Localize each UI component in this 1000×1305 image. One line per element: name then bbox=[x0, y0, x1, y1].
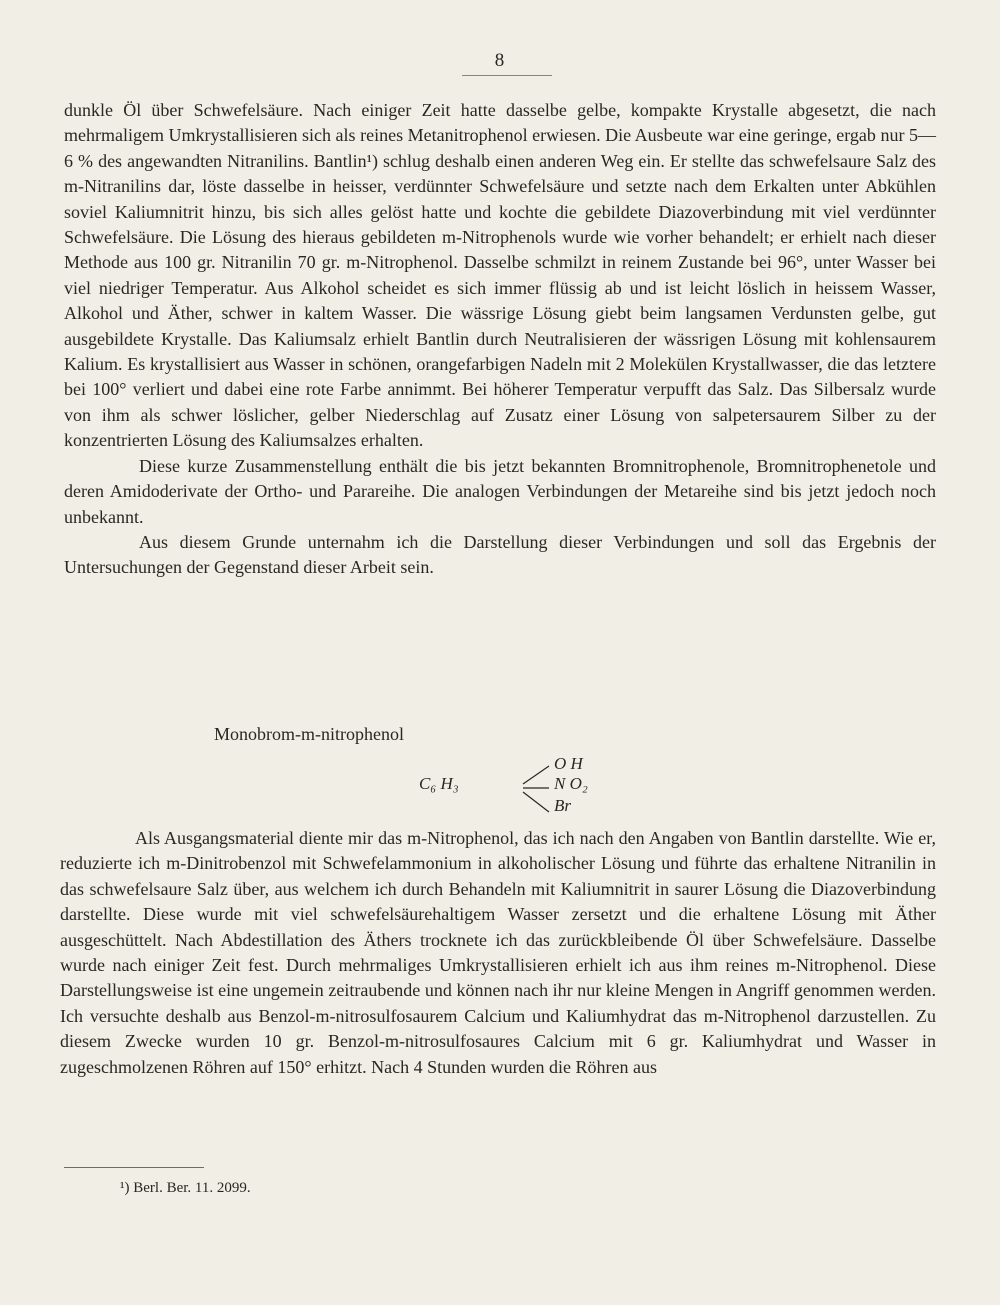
paragraph-2: Diese kurze Zusammenstellung enthält die bis jetzt bekannten Bromnitrophenole, Bromnitrophenetole und deren Amidoderivate der Ortho- und Parareihe. Die analogen Verbindungen der Metareihe sind bis jetzt jedoch noch unbekannt. bbox=[64, 455, 936, 527]
header-rule bbox=[462, 75, 552, 76]
formula-no2: N O₂ bbox=[554, 774, 588, 793]
paragraph-3: Aus diesem Grunde unternahm ich die Darstellung dieser Verbindungen und soll das Ergebnis der Untersuchungen der Gegenstand dieser Arbeit sein. bbox=[64, 531, 936, 578]
formula-title: Monobrom-m-nitrophenol bbox=[214, 724, 404, 744]
main-text bbox=[64, 98, 936, 581]
footnote-rule bbox=[64, 1167, 204, 1168]
formula-bonds bbox=[517, 758, 553, 818]
paragraph-4: Als Ausgangsmaterial diente mir das m-Nitrophenol, das ich nach den Angaben von Bantlin darstellte. Wie er, reduzierte ich m-Dinitrobenzol mit Schwefelammonium in alkoholischer Lösung und führte das erhaltene Nitranilin in das schwefelsaure Salz über, aus welchem ich durch Behandeln mit Kaliumnitrit in saurer Lösung die Diazoverbindung darstellte. Diese wurde mit viel schwefelsäurehaltigem Wasser zersetzt und die erhaltene Lösung mit Äther ausgeschüttelt. Nach Abdestillation des Äthers trocknete ich das zurückbleibende Öl über Schwefelsäure. Dasselbe wurde nach einiger Zeit fest. Durch mehrmaliges Umkrystallisieren erhielt ich aus ihm reines m-Nitrophenol. Diese Darstellungsweise ist eine ungemein zeitraubende und können nach ihr nur kleine Mengen in Angriff genommen werden. Ich versuchte deshalb aus Benzol-m-nitrosulfosaurem Calcium und Kaliumhydrat das m-Nitrophenol darzustellen. Zu diesem Zwecke wurden 10 gr. Benzol-m-nitrosulfosaures Calcium mit 6 gr. Kaliumhydrat und Wasser in zugeschmolzenen Röhren auf 150° erhitzt. Nach 4 Stunden wurden die Röhren aus bbox=[60, 828, 936, 1077]
page-number: 8 bbox=[494, 50, 506, 71]
paragraph-1: dunkle Öl über Schwefelsäure. Nach einiger Zeit hatte dasselbe gelbe, kompakte Krystalle abgesetzt, die nach mehrmaligem Umkrystallisieren sich als reines Metanitrophenol erwiesen. Die Ausbeute war eine geringe, ergab nur 5—6 % des angewandten Nitranilins. Bantlin¹) schlug deshalb einen anderen Weg ein. Er stellte das schwefelsaure Salz des m-Nitranilins dar, löste dasselbe in heisser, verdünnter Schwefelsäure und setzte nach dem Erkalten unter Abkühlen soviel Kaliumnitrit hinzu, bis sich alles gelöst hatte und kochte die gebildete Diazoverbindung mit viel verdünnter Schwefelsäure. Die Lösung des hieraus gebildeten m-Nitrophenols wurde wie vorher behandelt; er erhielt nach dieser Methode aus 100 gr. Nitranilin 70 gr. m-Nitrophenol. Dasselbe schmilzt in reinem Zustande bei 96°, unter Wasser bei viel niedriger Temperatur. Aus Alkohol scheidet es sich immer flüssig ab und ist leicht löslich in heissem Wasser, Alkohol und Äther, schwer in kaltem Wasser. Die wässrige Lösung giebt beim langsamen Verdunsten gelbe, gut ausgebildete Krystalle. Das Kaliumsalz erhielt Bantlin durch Neutralisieren der wässrigen Lösung mit kohlensaurem Kalium. Es krystallisiert aus Wasser in schönen, orangefarbigen Nadeln mit 2 Molekülen Krystallwasser, die das letztere bei 100° verliert und dabei eine rote Farbe annimmt. Bei höherer Temperatur verpufft das Salz. Das Silbersalz wurde von ihm als schwer löslicher, gelber Niederschlag auf Zusatz einer Lösung von salpetersaurem Silber zu der konzentrierten Lösung des Kaliumsalzes erhalten. bbox=[64, 100, 936, 451]
structural-formula bbox=[419, 754, 659, 820]
footnote: ¹) Berl. Ber. 11. 2099. bbox=[120, 1180, 251, 1196]
formula-block bbox=[64, 722, 936, 822]
main-text-continued bbox=[60, 826, 936, 1080]
formula-core: C₆ H₃ bbox=[419, 774, 459, 793]
formula-oh: O H bbox=[554, 754, 583, 773]
formula-br: Br bbox=[554, 796, 571, 815]
